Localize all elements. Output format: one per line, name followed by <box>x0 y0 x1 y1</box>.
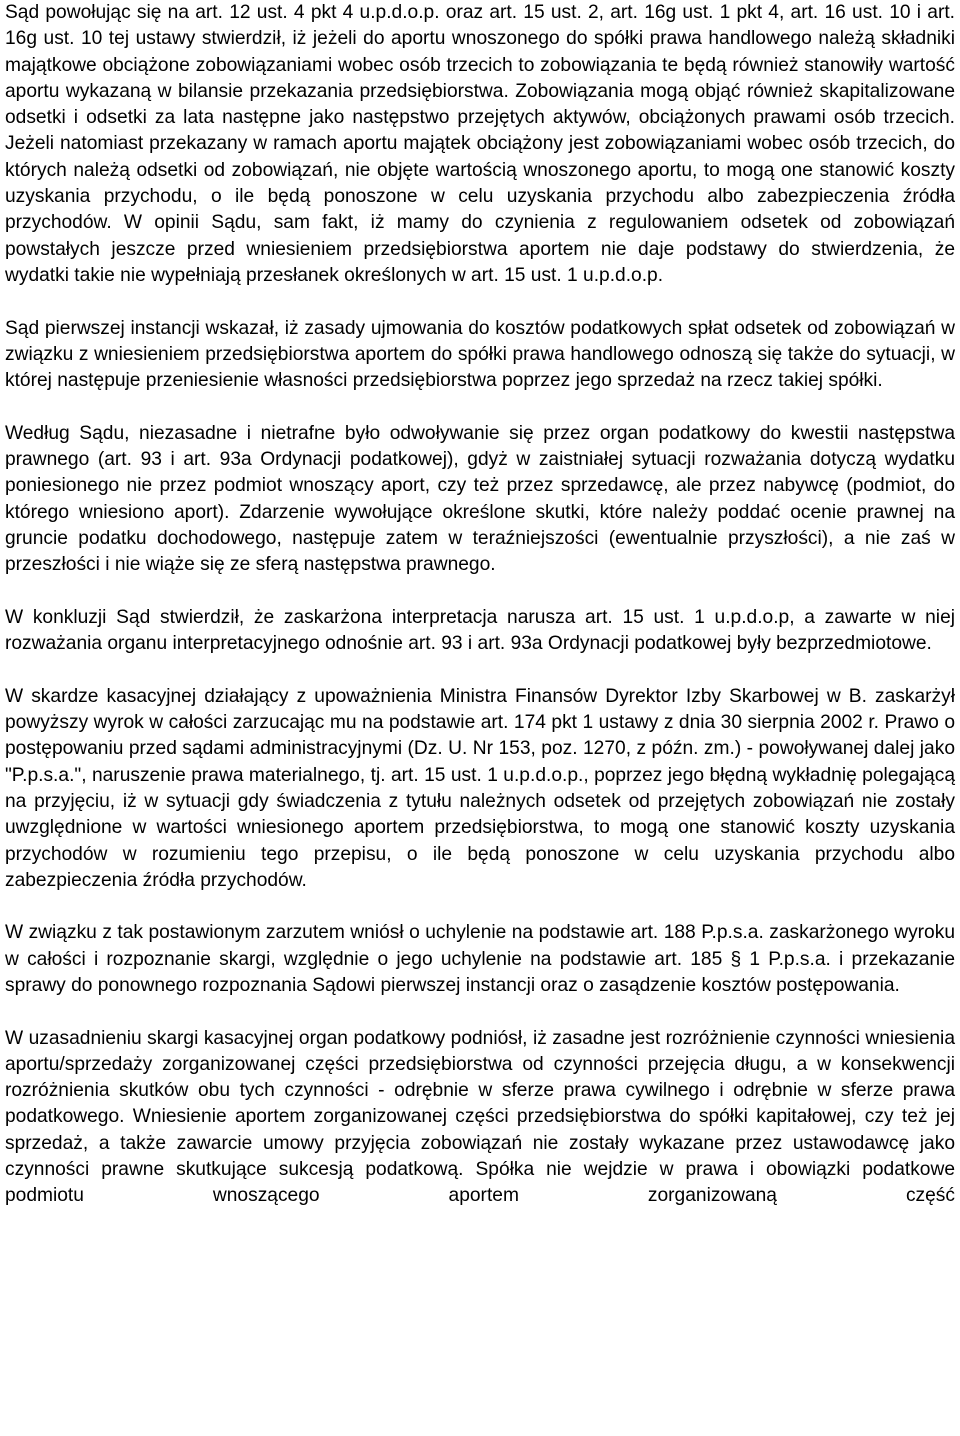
paragraph-cassation-complaint: W skardze kasacyjnej działający z upoważnienia Ministra Finansów Dyrektor Izby Skarbowej w B. zaskarżył powyższy wyrok w całości zarzucając mu na podstawie art. 174 pkt 1 ustawy z dnia 30 sierpnia 2002 r. Prawo o postępowaniu przed sądami administracyjnymi (Dz. U. Nr 153, poz. 1270, z późn. zm.) - powoływanej dalej jako "P.p.s.a.", naruszenie prawa materialnego, tj. art. 15 ust. 1 u.p.d.o.p., poprzez jego błędną wykładnię polegającą na przyjęciu, iż w sytuacji gdy świadczenia z tytułu należnych odsetek od przejętych zobowiązań nie zostały uwzględnione w wartości wniesionego aportem przedsiębiorstwa, to mogą one stanowić koszty uzyskania przychodów w rozumieniu tego przepisu, o ile będą ponoszone w celu uzyskania przychodu albo zabezpieczenia źródła przychodów. <box>5 685 955 891</box>
paragraph-court-reasoning-contribution: Sąd powołując się na art. 12 ust. 4 pkt 4 u.p.d.o.p. oraz art. 15 ust. 2, art. 16g ust. 1 pkt 4, art. 16 ust. 10 i art. 16g ust. 10 tej ustawy stwierdził, iż jeżeli do aportu wnoszonego do spółki prawa handlowego należą składniki majątkowe obciążone zobowiązaniami wobec osób trzecich to zobowiązania te będą również stanowiły wartość aportu wykazaną w bilansie przekazania przedsiębiorstwa. Zobowiązania mogą objąć również skapitalizowane odsetki i odsetki za lata następne jako następstwo przejętych aktywów, obciążonych prawami osób trzecich. Jeżeli natomiast przekazany w ramach aportu majątek obciążony jest zobowiązaniami wobec osób trzecich, do których należą odsetki od zobowiązań, nie objęte wartością wnoszonego aportu, to mogą one stanowić koszty uzyskania przychodu, o ile będą ponoszone w celu uzyskania przychodu albo zabezpieczenia źródła przychodów. W opinii Sądu, sam fakt, iż mamy do czynienia z regulowaniem odsetek od zobowiązań powstałych jeszcze przed wniesieniem przedsiębiorstwa aportem nie daje podstawy do stwierdzenia, że wydatki takie nie wypełniają przesłanek określonych w art. 15 ust. 1 u.p.d.o.p. <box>5 2 955 286</box>
paragraph-conclusion: W konkluzji Sąd stwierdził, że zaskarżona interpretacja narusza art. 15 ust. 1 u.p.d.o.p, a zawarte w niej rozważania organu interpretacyjnego odnośnie art. 93 i art. 93a Ordynacji podatkowej były bezprzedmiotowe. <box>5 606 955 655</box>
paragraph-motion: W związku z tak postawionym zarzutem wniósł o uchylenie na podstawie art. 188 P.p.s.a. zaskarżonego wyroku w całości i rozpoznanie skargi, względnie o jego uchylenie na podstawie art. 185 § 1 P.p.s.a. i przekazanie sprawy do ponownego rozpoznania Sądowi pierwszej instancji oraz o zasądzenie kosztów postępowania. <box>5 922 955 996</box>
document-body <box>5 0 955 1210</box>
paragraph-first-instance-rules: Sąd pierwszej instancji wskazał, iż zasady ujmowania do kosztów podatkowych spłat odsetek od zobowiązań w związku z wniesieniem przedsiębiorstwa aportem do spółki prawa handlowego odnoszą się także do sytuacji, w której następuje przeniesienie własności przedsiębiorstwa poprzez jego sprzedaż na rzecz takiej spółki. <box>5 317 955 392</box>
paragraph-justification: W uzasadnieniu skargi kasacyjnej organ podatkowy podniósł, iż zasadne jest rozróżnienie czynności wniesienia aportu/sprzedaży zorganizowanej części przedsiębiorstwa od czynności przejęcia długu, a w konsekwencji rozróżnienia skutków obu tych czynności - odrębnie w sferze prawa cywilnego i odrębnie w sferze prawa podatkowego. Wniesienie aportem zorganizowanej części przedsiębiorstwa do spółki kapitałowej, czy też jej sprzedaż, a także zawarcie umowy przyjęcia zobowiązań nie zostały wykazane przez ustawodawcę jako czynności prawne skutkujące sukcesją podatkową. Spółka nie wejdzie w prawa i obowiązki podatkowe podmiotu wnoszącego aportem zorganizowaną część <box>5 1027 955 1207</box>
paragraph-legal-succession: Według Sądu, niezasadne i nietrafne było odwoływanie się przez organ podatkowy do kwestii następstwa prawnego (art. 93 i art. 93a Ordynacji podatkowej), gdyż w zaistniałej sytuacji rozważania dotyczą wydatku poniesionego nie przez podmiot wnoszący aport, czy też przez sprzedawcę, ale przez nabywcę (podmiot, do którego wniesiono aport). Zdarzenie wywołujące określone skutki, które należy poddać ocenie prawnej na gruncie podatku dochodowego, następuje zatem w teraźniejszości (ewentualnie przyszłości), a nie zaś w przeszłości i nie wiąże się ze sferą następstwa prawnego. <box>5 422 955 576</box>
